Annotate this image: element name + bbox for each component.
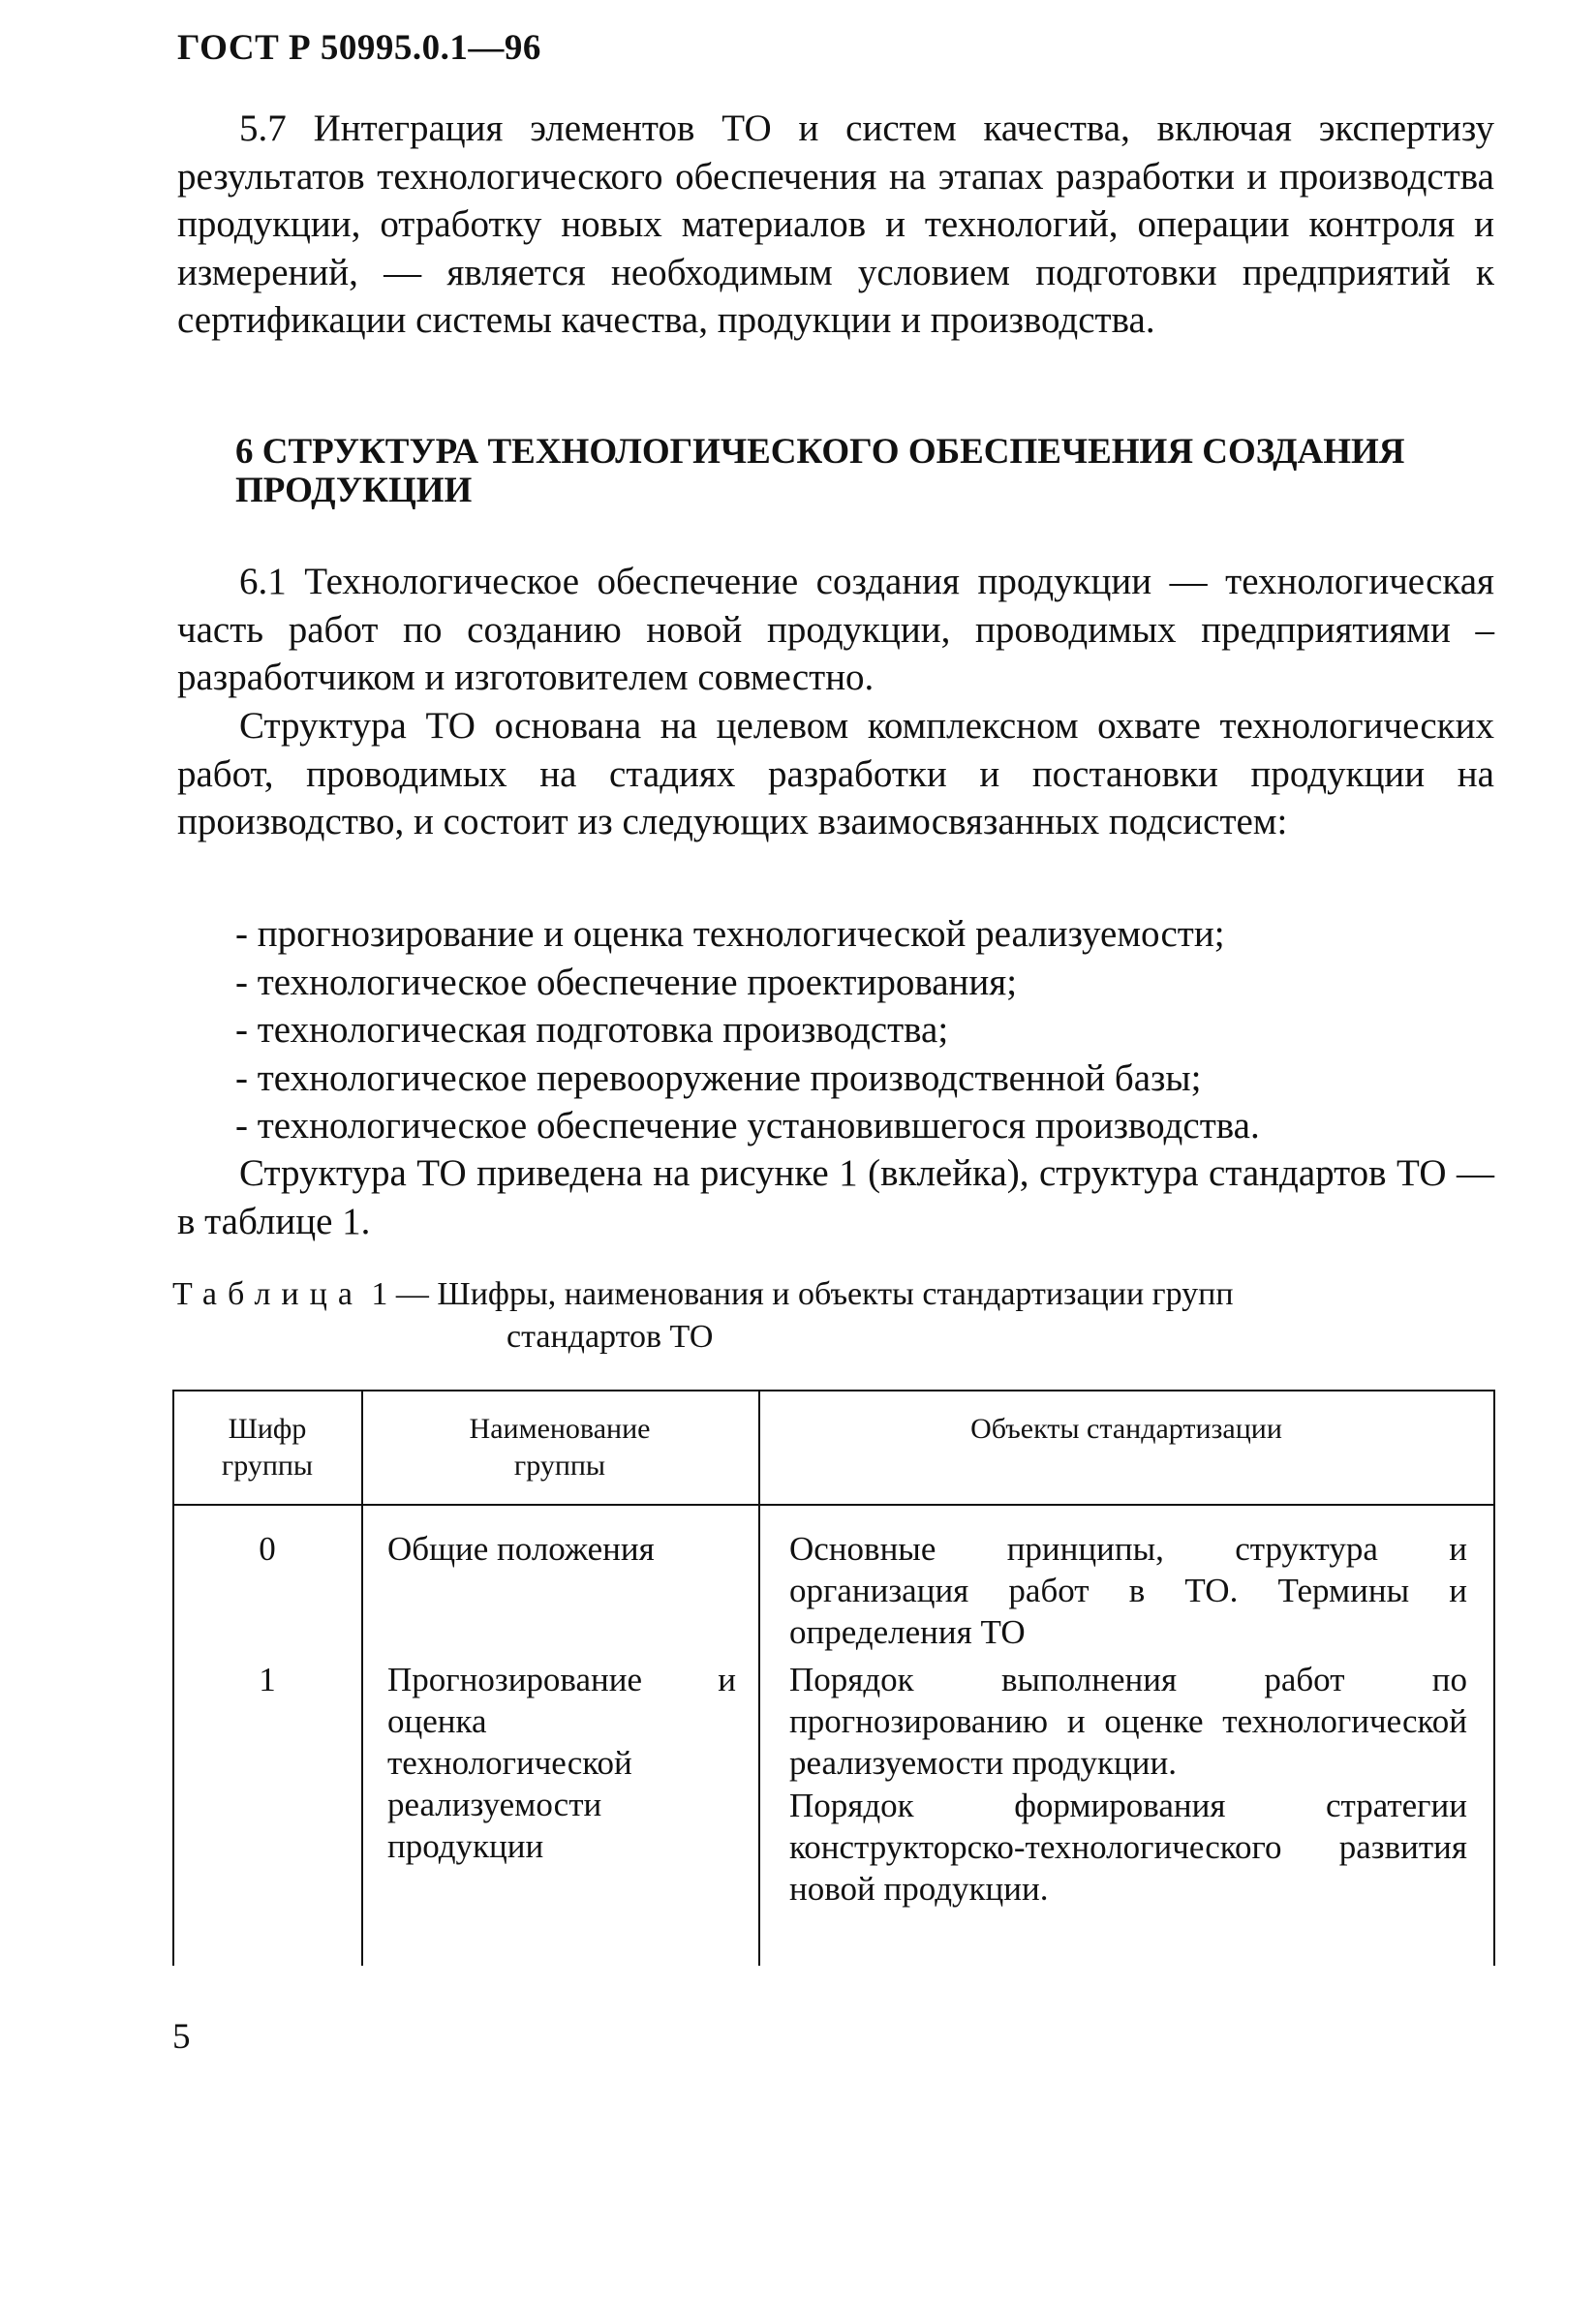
row-1-code: 1 bbox=[259, 1661, 276, 1698]
list-item: - технологическое обеспечение проектирования; bbox=[235, 961, 1018, 1003]
table-header-separator bbox=[172, 1504, 1495, 1506]
table-caption-text: 1 — Шифры, наименования и объекты стандартизации групп bbox=[371, 1276, 1234, 1312]
paragraph-figure-reference: Структура ТО приведена на рисунке 1 (вклейка), структура стандартов ТО — в таблице 1. bbox=[177, 1152, 1494, 1242]
list-item: - технологическое обеспечение установившегося производства. bbox=[235, 1105, 1260, 1147]
header-name: Наименование группы bbox=[469, 1413, 651, 1482]
table-right-border bbox=[1493, 1390, 1495, 1966]
row-0-code: 0 bbox=[259, 1530, 276, 1568]
row-0-name: Общие положения bbox=[387, 1530, 655, 1568]
table-left-border bbox=[172, 1390, 174, 1966]
row-1-name: Прогнозирование и оценка технологической реализуемости продукции bbox=[387, 1661, 736, 1865]
document-code-header: ГОСТ Р 50995.0.1—96 bbox=[177, 28, 541, 68]
list-item: - технологическая подготовка производства; bbox=[235, 1009, 949, 1051]
row-1-objects-extra: Порядок формирования стратегии конструкторско-технологического развития новой продукции. bbox=[789, 1787, 1467, 1908]
table-caption-line2: стандартов ТО bbox=[506, 1319, 714, 1355]
table-top-border bbox=[172, 1390, 1495, 1391]
header-objects: Объекты стандартизации bbox=[970, 1413, 1282, 1445]
section-6-heading: 6 СТРУКТУРА ТЕХНОЛОГИЧЕСКОГО ОБЕСПЕЧЕНИЯ СОЗДАНИЯ ПРОДУКЦИИ bbox=[235, 432, 1405, 510]
subsystem-list bbox=[235, 910, 1494, 1150]
list-item: - технологическое перевооружение производственной базы; bbox=[235, 1056, 1202, 1099]
paragraph-6-1: 6.1 Технологическое обеспечение создания продукции — технологическая часть работ по созданию новой продукции, проводимых предприятиями – разработчиком и изготовителем совместно. bbox=[177, 561, 1494, 698]
page-number: 5 bbox=[172, 2017, 191, 2057]
paragraph-structure: Структура ТО основана на целевом комплексном охвате технологических работ, проводимых на стадиях разработки и постановки продукции на производство, и состоит из следующих взаимосвязанных подсистем: bbox=[177, 705, 1494, 842]
standards-table bbox=[172, 1390, 1495, 1966]
table-column-divider bbox=[758, 1390, 760, 1966]
header-code: Шифр группы bbox=[221, 1413, 314, 1482]
table-caption bbox=[172, 1273, 1234, 1359]
paragraph-5-7: 5.7 Интеграция элементов ТО и систем качества, включая экспертизу результатов технологического обеспечения на этапах разработки и производства продукции, отработку новых материалов и технологий, операции контроля и измерений, — является необходимым условием подготовки предприятий к сертификации системы качества, продукции и производства. bbox=[177, 107, 1494, 341]
table-caption-label: Таблица bbox=[172, 1276, 363, 1312]
row-0-objects: Основные принципы, структура и организация работ в ТО. Термины и определения ТО bbox=[789, 1530, 1467, 1651]
list-item: - прогнозирование и оценка технологической реализуемости; bbox=[235, 913, 1225, 955]
table-column-divider bbox=[361, 1390, 363, 1966]
row-1-objects: Порядок выполнения работ по прогнозированию и оценке технологической реализуемости продукции. bbox=[789, 1661, 1467, 1782]
